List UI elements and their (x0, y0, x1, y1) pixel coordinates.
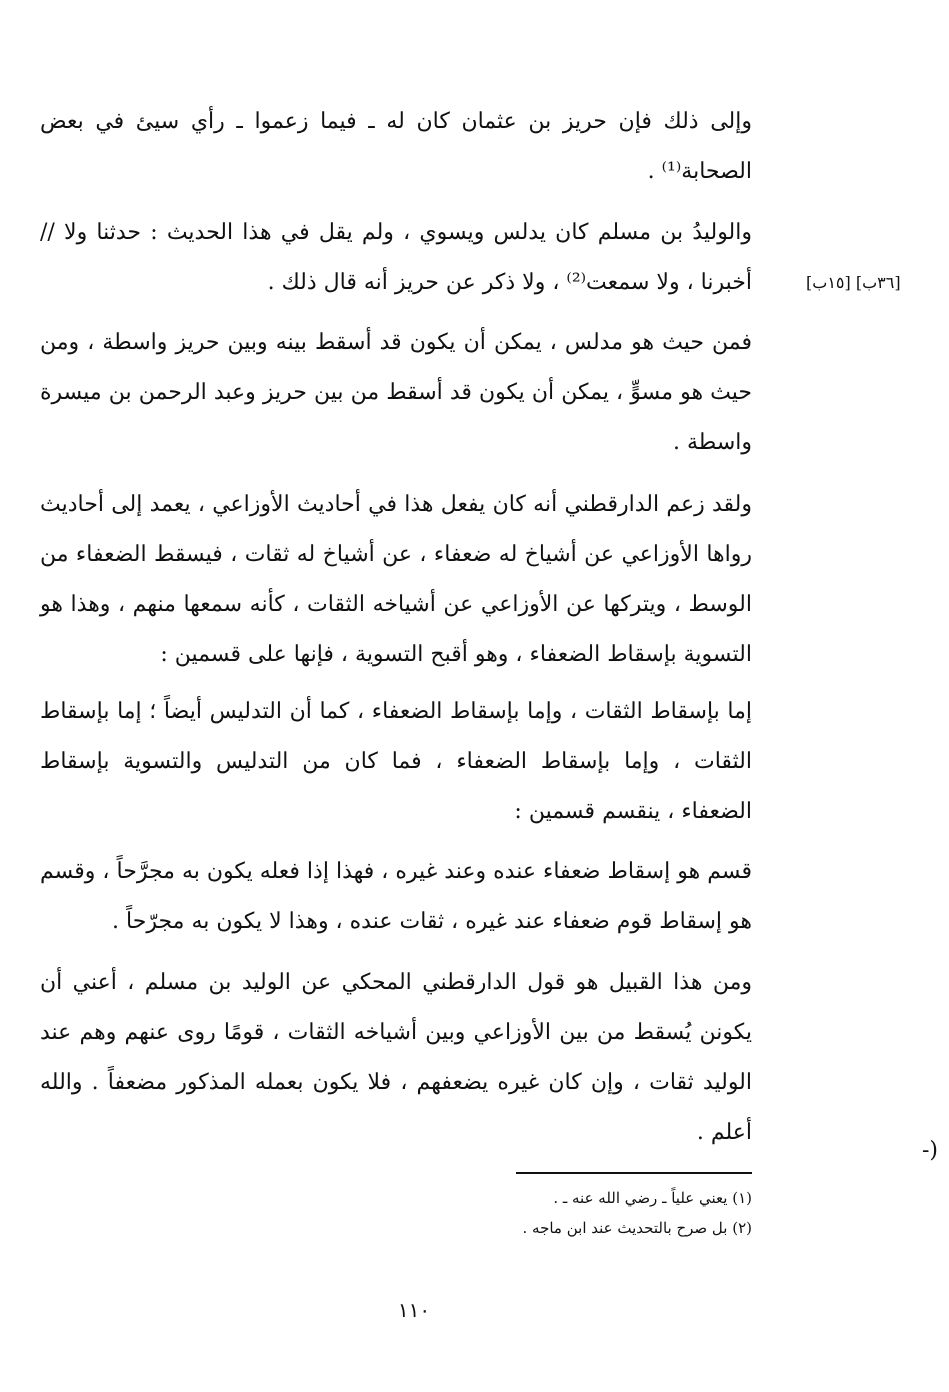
paragraph-1: وإلى ذلك فإن حريز بن عثمان كان له ـ فيما زعموا ـ رأي سيئ في بعض الصحابة⁽¹⁾ . (40, 109, 752, 184)
footnote-1: (١) يعني علياً ـ رضي الله عنه ـ . (553, 1189, 752, 1207)
manuscript-folio-note: [٣٦ب] [١٥ب] (806, 273, 901, 292)
paragraph-2: والوليدُ بن مسلم كان يدلس ويسوي ، ولم يقل في هذا الحديث : حدثنا ولا // أخبرنا ، ولا سمعت⁽²⁾ ، ولا ذكر عن حريز أنه قال ذلك . (40, 220, 752, 295)
paragraph-5: إما بإسقاط الثقات ، وإما بإسقاط الضعفاء ، كما أن التدليس أيضاً ؛ إما بإسقاط الثقات ، وإما بإسقاط الضعفاء ، فما كان من التدليس والتسوية بإسقاط الضعفاء ، ينقسم قسمين : (40, 699, 752, 824)
paragraph-4: ولقد زعم الدارقطني أنه كان يفعل هذا في أحاديث الأوزاعي ، يعمد إلى أحاديث رواها الأوزاعي عن أشياخ له ضعفاء ، عن أشياخ له ثقات ، فيسقط الضعفاء من الوسط ، ويتركها عن الأوزاعي عن أشياخه الثقات ، كأنه سمعها منهم ، وهذا هو التسوية بإسقاط الضعفاء ، وهو أقبح التسوية ، فإنها على قسمين : (40, 492, 752, 667)
paragraph-3: فمن حيث هو مدلس ، يمكن أن يكون قد أسقط بينه وبين حريز واسطة ، ومن حيث هو مسوٍّ ، يمكن أن يكون قد أسقط من بين حريز وعبد الرحمن بن ميسرة واسطة . (40, 330, 752, 455)
page-number: ١١٠ (397, 1298, 431, 1322)
margin-mark: -) (922, 1138, 939, 1163)
paragraph-6: قسم هو إسقاط ضعفاء عنده وعند غيره ، فهذا إذا فعله يكون به مجرَّحاً ، وقسم هو إسقاط قوم ضعفاء عند غيره ، ثقات عنده ، وهذا لا يكون به مجرّحاً . (40, 859, 752, 934)
paragraph-7: ومن هذا القبيل هو قول الدارقطني المحكي عن الوليد بن مسلم ، أعني أن يكونن يُسقط من بين الأوزاعي وبين أشياخه الثقات ، قومًا روى عنهم وهم عند الوليد ثقات ، وإن كان غيره يضعفهم ، فلا يكون بعمله المذكور مضعفاً . والله أعلم . (40, 970, 752, 1145)
footnote-separator (516, 1172, 752, 1174)
footnote-2: (٢) بل صرح بالتحديث عند ابن ماجه . (522, 1219, 752, 1237)
